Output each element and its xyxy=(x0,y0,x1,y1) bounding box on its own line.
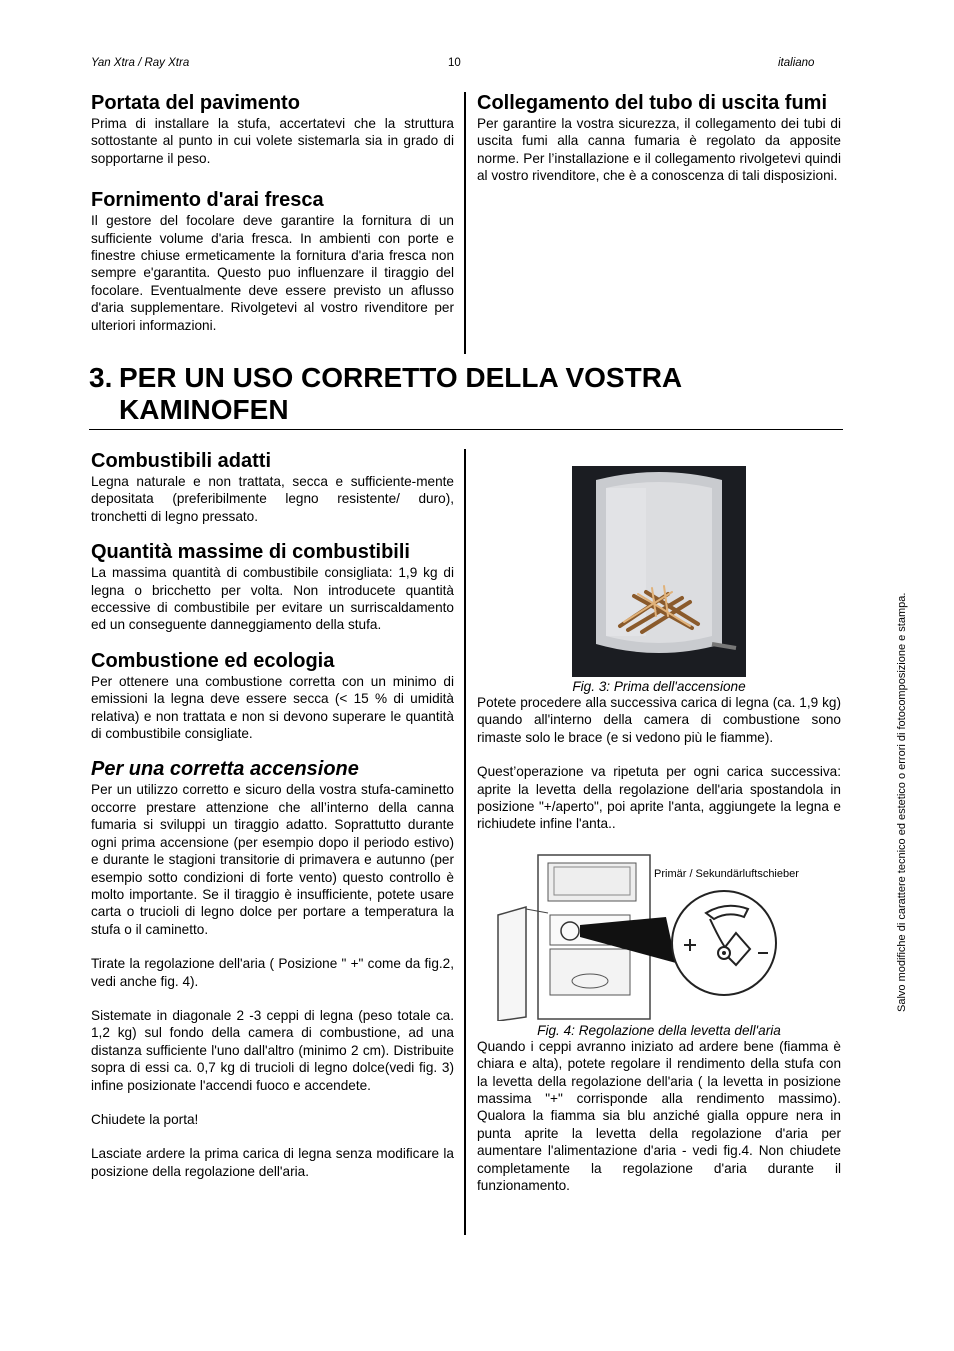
top-left-column xyxy=(91,91,454,334)
section-text: Quest’operazione va ripetuta per ogni carica successiva: aprite la levetta della regolazione dell'aria spostandola in posizione "+/aperto", poi aprite l'anta, aggiungete la legna e richiudete infine l'anta.. xyxy=(477,764,841,832)
section-text: Chiudete la porta! xyxy=(91,1111,199,1127)
section-title: Portata del pavimento xyxy=(91,92,300,114)
side-note: Salvo modifiche di carattere tecnico ed estetico o errori di fotocomposizione e stampa. xyxy=(896,592,908,1012)
regulator-circle-icon xyxy=(670,889,778,1002)
top-right-column xyxy=(477,91,841,185)
section-text: Sistemate in diagonale 2 -3 ceppi di legna (peso totale ca. 1,2 kg) sul fondo della camera di combustione, ad una distanza sufficiente l'uno dall'altro (minimo 2 cm). Distribuite sopra di essi ca. 0,7 kg di trucioli di legno dolce(vedi fig. 3) infine posizionate l'accendi fuoco e accendete. xyxy=(91,1007,454,1093)
figure-caption: Fig. 4: Regolazione della levetta dell'aria xyxy=(537,1022,781,1038)
page-number: 10 xyxy=(448,57,461,69)
section-text: Tirate la regolazione dell'aria ( Posizione " +" come da fig.2, vedi anche fig. 4). xyxy=(91,956,454,989)
section-title: Collegamento del tubo di uscita fumi xyxy=(477,92,828,114)
section-text: La massima quantità di combustibile consigliata: 1,9 kg di legna o bricchetto per volta. Non introducete quantità eccessive di combustibile per evitare un surriscaldamento ed un conseguente danneggiamento della stufa. xyxy=(91,565,454,633)
stove-photo xyxy=(572,466,746,677)
header-language: italiano xyxy=(778,57,815,69)
air-regulator-diagram xyxy=(496,853,826,1021)
bottom-right-column xyxy=(477,466,841,1195)
section-text: Per un utilizzo corretto e sicuro della vostra stufa-caminetto occorre prestare attenzione che all’interno della canna fumaria si sviluppi un tiraggio adatto. Soprattutto durante ogni prima accensione (per esempio dopo il periodo estivo) e durante le stagioni transitorie di primavera e autunno (per esempio sotto condizioni di forte vento) questo controllo è molto importante. Se il tiraggio è insufficiente, potete usare carta o trucioli di legno dolce per portare a temperatura la stufa o il caminetto. xyxy=(91,782,454,937)
chapter-number: 3. xyxy=(89,362,113,393)
chapter-title-line2: KAMINOFEN xyxy=(119,394,289,425)
section-title: Per una corretta accensione xyxy=(91,758,359,781)
section-text: Il gestore del focolare deve garantire la fornitura di un sufficiente volume d'aria fresca. In ambienti con porte e finestre chiuse ermeticamente la fornitura d'aria fresca non sempre e'garantita. Questo puo influenzare il tiraggio del focolare. Eventualmente deve essere previsto un aflusso d'aria supplementare. Rivolgetevi al vostro rivenditore per ulteriori informazioni. xyxy=(91,213,454,333)
section-text: Lasciate ardere la prima carica di legna senza modificare la posizione della regolazione dell'aria. xyxy=(91,1146,454,1179)
figure-caption: Fig. 3: Prima dell'accensione xyxy=(572,679,746,694)
section-text: Potete procedere alla successiva carica di legna (ca. 1,9 kg) quando all'interno della camera di combustione sono rimaste solo le brace (e si vedono più le fiamme). xyxy=(477,695,841,745)
section-title: Fornimento d'arai fresca xyxy=(91,189,324,212)
header-title: Yan Xtra / Ray Xtra xyxy=(91,57,190,69)
section-title: Quantità massime di combustibili xyxy=(91,541,410,564)
section-title: Combustione ed ecologia xyxy=(91,649,335,672)
column-divider xyxy=(464,92,466,354)
section-text: Prima di installare la stufa, accertatevi che la struttura sottostante al punto in cui volete sistemarla sia in grado di sopportarne il peso. xyxy=(91,116,454,166)
chapter-heading xyxy=(89,362,843,426)
section-text: Per garantire la vostra sicurezza, il collegamento dei tubi di uscita fumi alla canna fumaria è regolato da apposite norme. Per l’installazione e il collegamento rivolgetevi quindi al vostro rivenditore, che è a conoscenza di tali disposizioni. xyxy=(477,116,841,184)
section-text: Per ottenere una combustione corretta con un minimo di emissioni la legna deve essere secca (< 15 % di umidità relativa) e non trattata e non si devono superare le quantità di combustibile consigliate. xyxy=(91,673,454,742)
column-divider xyxy=(464,449,466,1235)
stove-image xyxy=(572,466,746,677)
chapter-title-line1: PER UN USO CORRETTO DELLA VOSTRA xyxy=(119,362,683,393)
diagram-label: Primär / Sekundärluftschieber xyxy=(654,867,799,880)
section-text: Quando i ceppi avranno iniziato ad ardere bene (fiamma è chiara e alta), potete regolare il rendimento della stufa con la levetta della regolazione dell'aria ( la levetta in posizione massima "+" corrisponde alla rendimento massimo). Qualora la fiamma sia blu anziché gialla oppure nera in punta aprite la levetta della regolazione d'aria per aumentare l'alimentazione d'aria - vedi fig.4. Non chiudete completamente la regolazione d'aria durante il funzionamento. xyxy=(477,1038,841,1194)
bottom-left-column xyxy=(91,449,454,1180)
section-title: Combustibili adatti xyxy=(91,450,271,472)
chapter-rule xyxy=(89,429,843,430)
section-text: Legna naturale e non trattata, secca e sufficiente-mente depositata (preferibilmente legno resistente/ duro), tronchetti di legno pressato. xyxy=(91,474,454,524)
